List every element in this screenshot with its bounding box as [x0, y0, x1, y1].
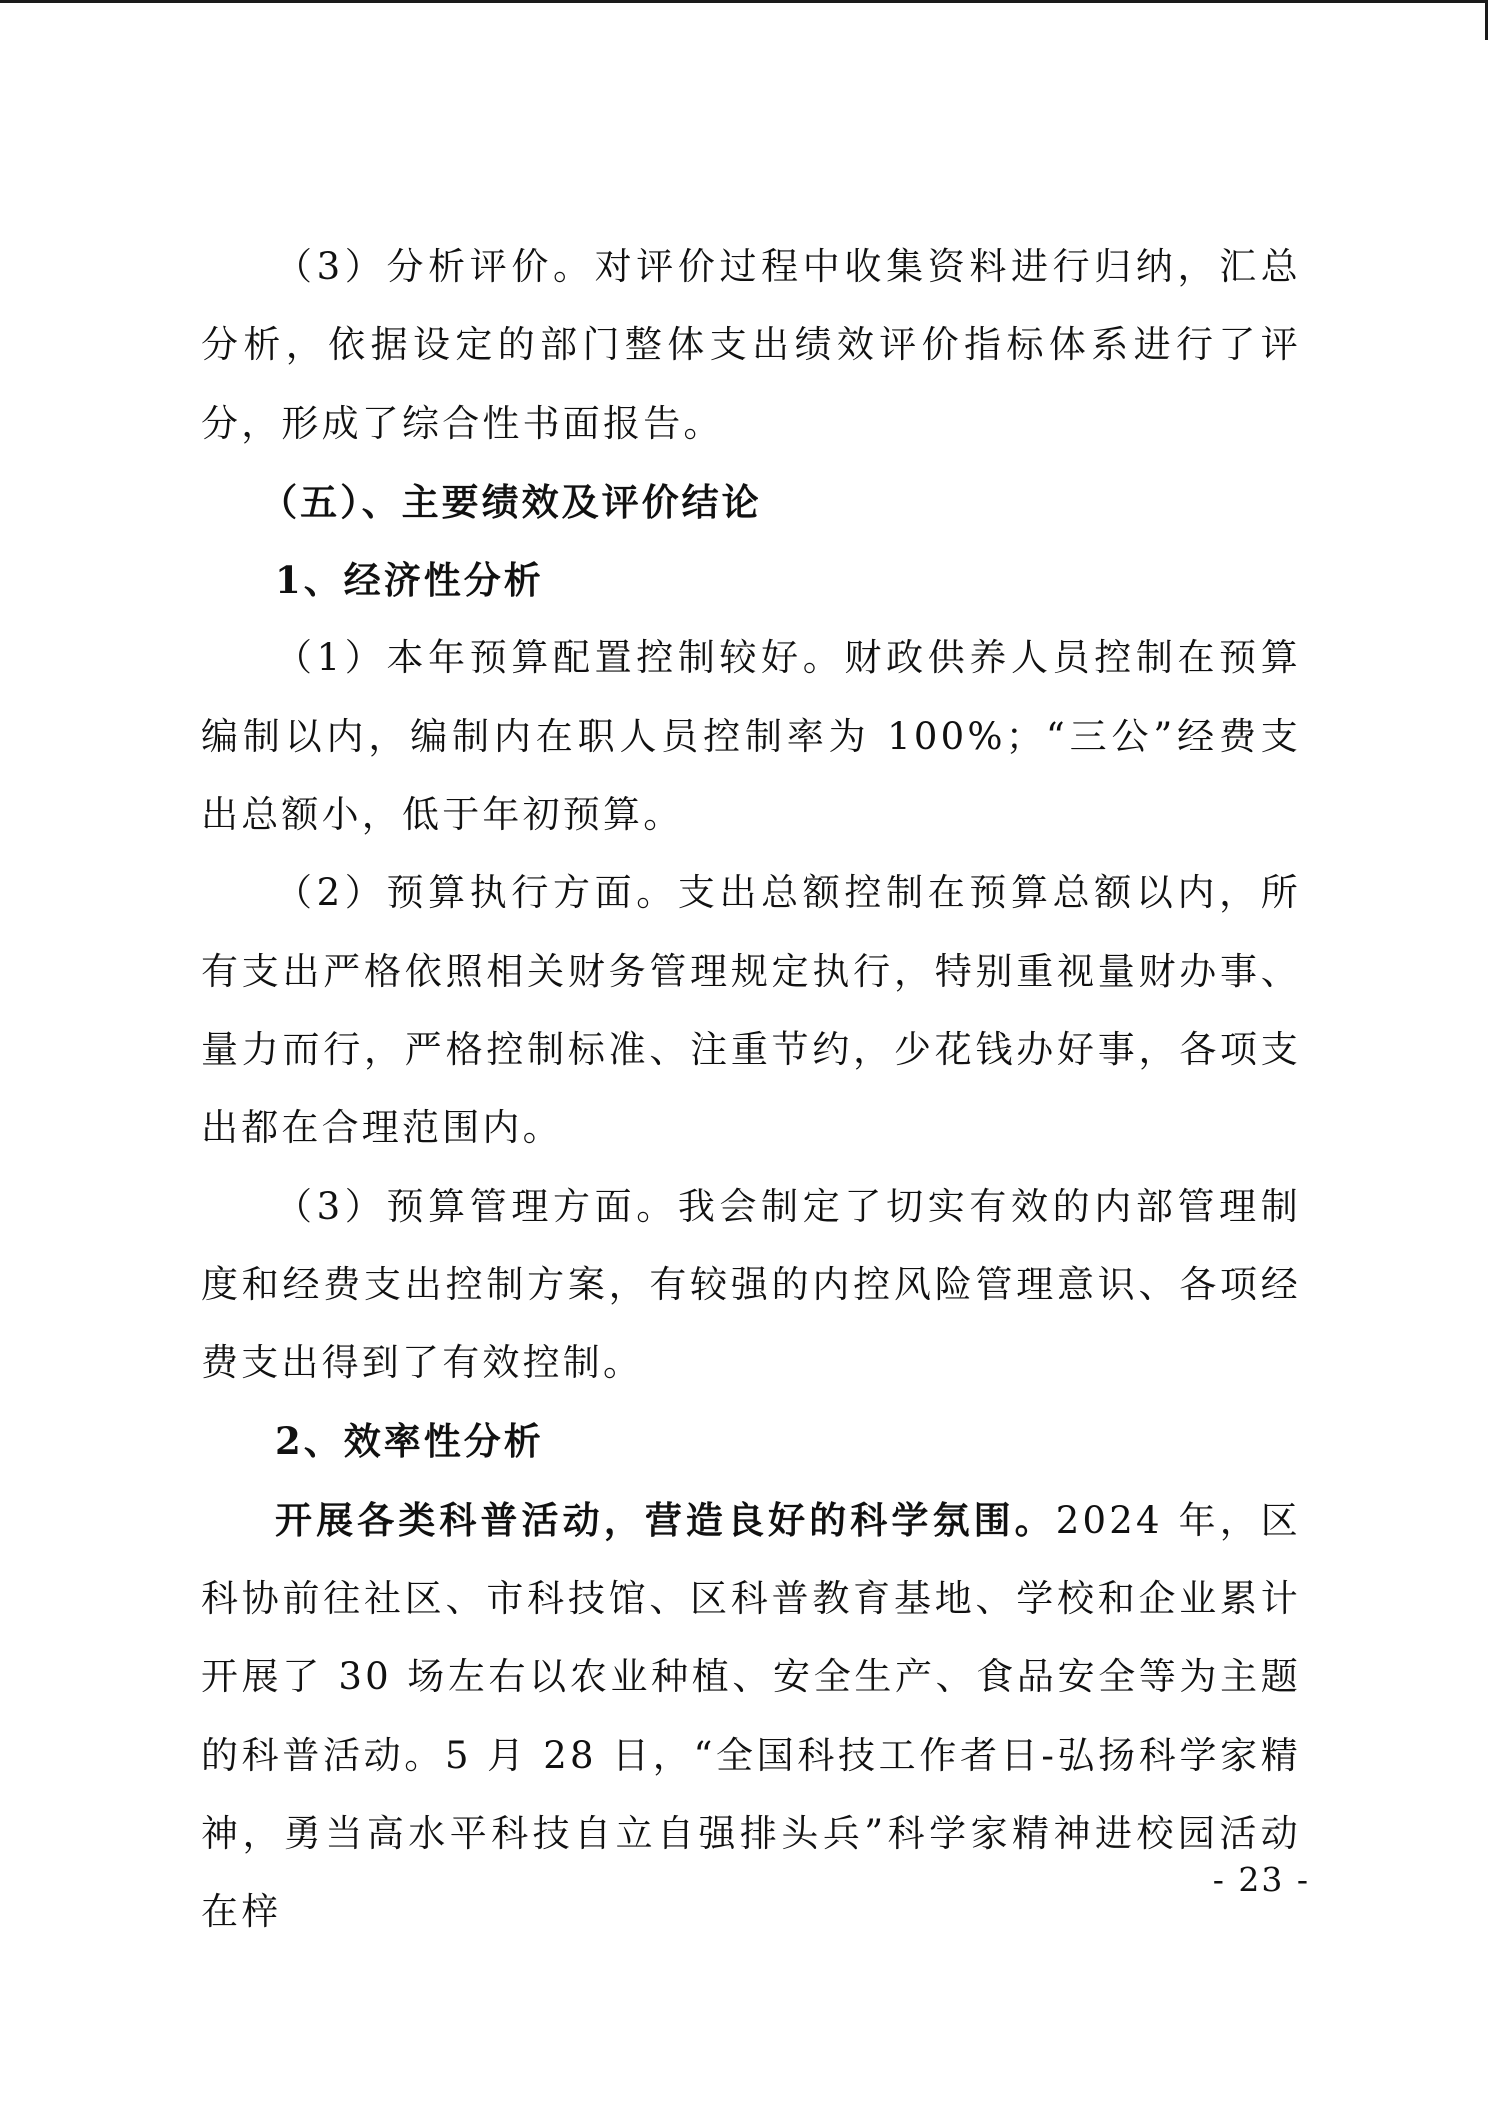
paragraph-text: （3）预算管理方面。我会制定了切实有效的内部管理制度和经费支出控制方案，有较强的内控风险管理意识、各项经费支出得到了有效控制。 [201, 1184, 1301, 1385]
subsection-heading-economy [201, 541, 1301, 619]
paragraph-text: （1）本年预算配置控制较好。财政供养人员控制在预算编制以内，编制内在职人员控制率为 100%；“三公”经费支出总额小，低于年初预算。 [201, 636, 1301, 837]
page-number: - 23 - [1212, 1860, 1310, 1899]
paragraph-lead-bold: 开展各类科普活动，营造良好的科学氛围。 [275, 1497, 1056, 1542]
paragraph-text: （2）预算执行方面。支出总额控制在预算总额以内，所有支出严格依照相关财务管理规定执行，特别重视量财办事、量力而行，严格控制标准、注重节约，少花钱办好事，各项支出都在合理范围内。 [201, 871, 1301, 1150]
heading-text: 2、效率性分析 [275, 1419, 544, 1464]
paragraph-budget-allocation [201, 619, 1301, 854]
heading-text: （五）、主要绩效及评价结论 [260, 479, 762, 524]
subsection-heading-efficiency [201, 1402, 1301, 1480]
paragraph-text: 2024 年，区科协前往社区、市科技馆、区科普教育基地、学校和企业累计开展了 30 场左右以农业种植、安全生产、食品安全等为主题的科普活动。5 月 28 日，“全国科技工作者日-弘扬科学家精神，勇当高水平科技自立自强排头兵”科学家精神进校园活动在梓 [201, 1498, 1301, 1934]
paragraph-analysis-evaluation [201, 228, 1301, 463]
section-heading-main-performance [201, 463, 1301, 541]
paragraph-budget-management [201, 1168, 1301, 1403]
paragraph-text: （3）分析评价。对评价过程中收集资料进行归纳，汇总分析，依据设定的部门整体支出绩效评价指标体系进行了评分，形成了综合性书面报告。 [201, 245, 1301, 445]
paragraph-budget-execution [201, 854, 1301, 1167]
paragraph-science-activities [201, 1481, 1301, 1952]
top-border-line [0, 0, 1488, 3]
document-body [201, 228, 1301, 1952]
heading-text: 1、经济性分析 [275, 558, 544, 603]
